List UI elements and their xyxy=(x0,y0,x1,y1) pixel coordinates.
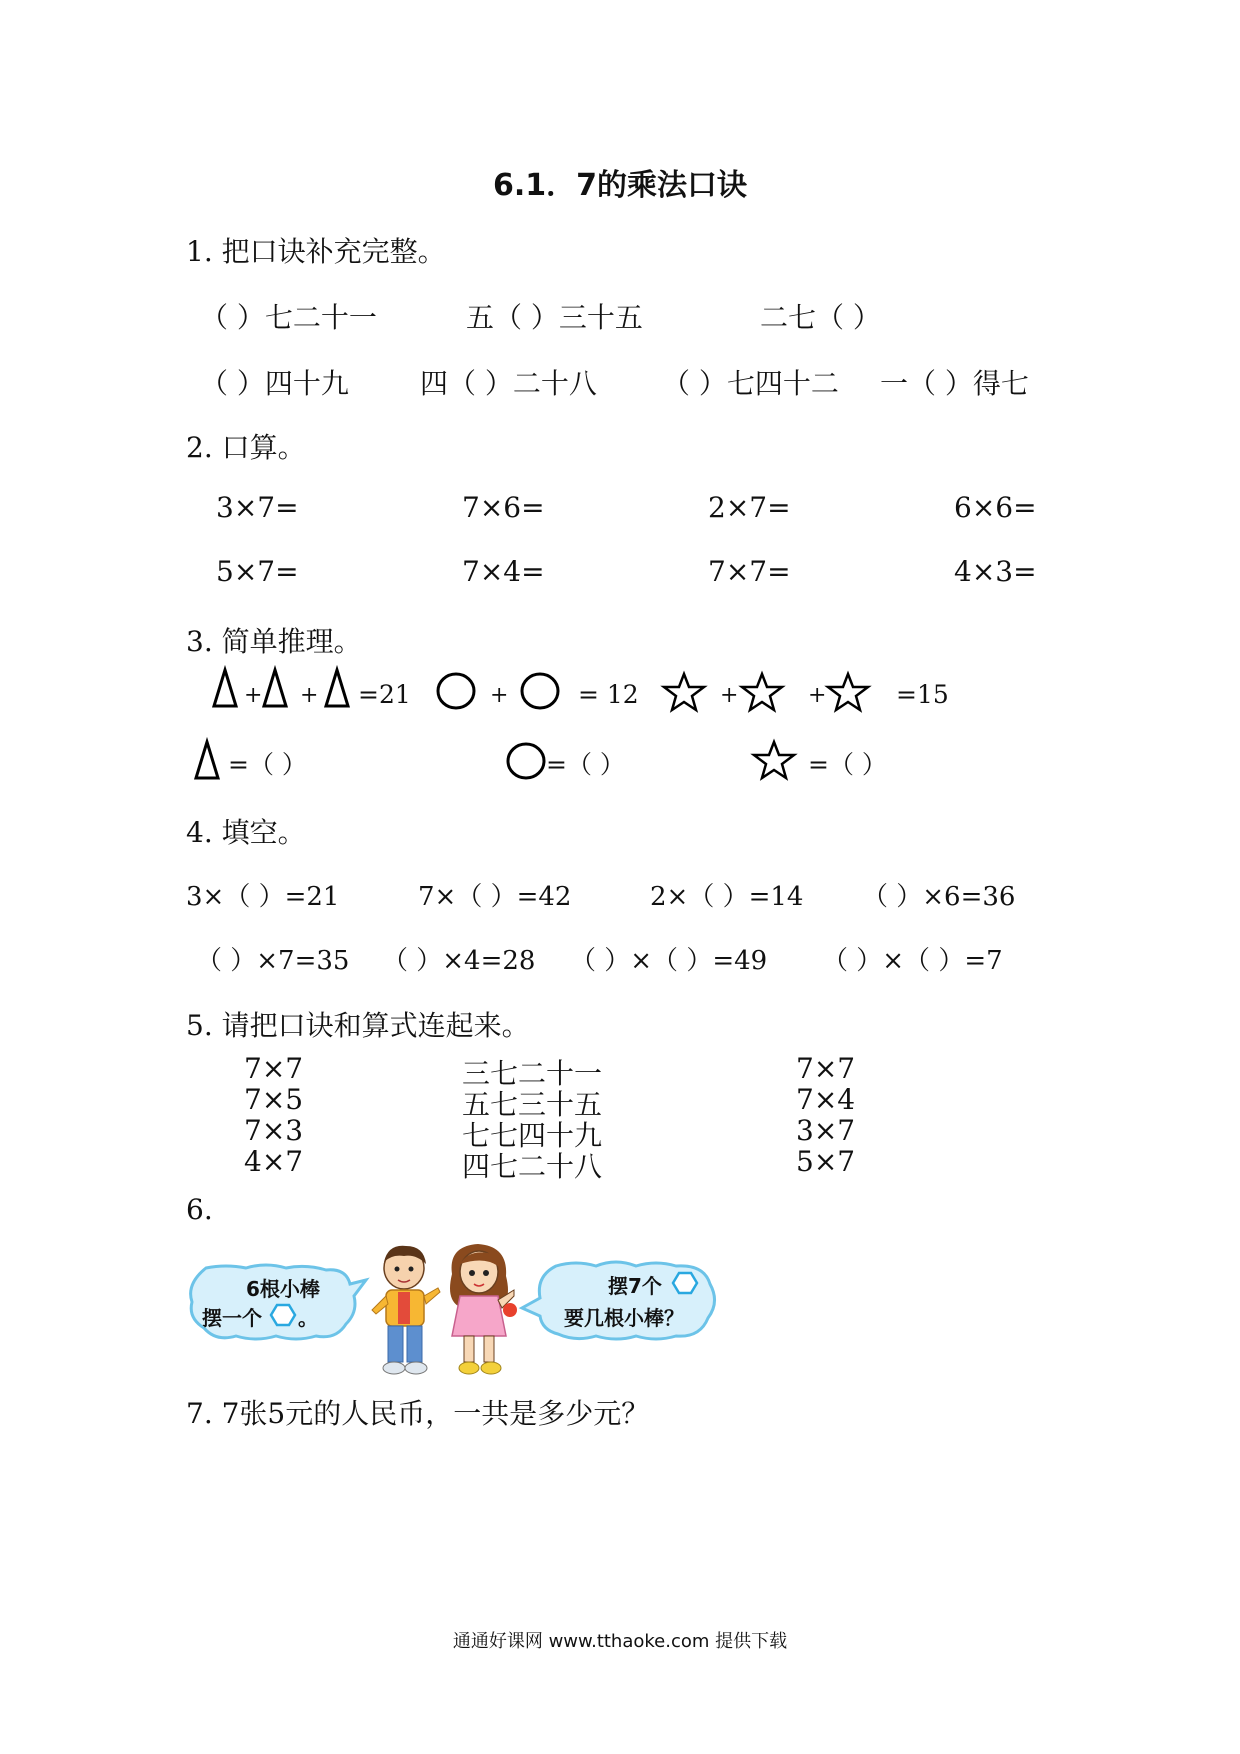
q2-item: 7×6= xyxy=(462,491,545,524)
q4-item: 3×（ ）=21 xyxy=(186,882,340,912)
triangle-icon xyxy=(324,668,350,708)
plus-sign: + xyxy=(720,683,739,708)
q4-item: 2×（ ）=14 xyxy=(650,882,804,912)
star-icon xyxy=(826,672,870,712)
q1-item: （ ）七四十二 xyxy=(662,367,839,400)
q2-item: 4×3= xyxy=(954,555,1037,588)
hexagon-icon xyxy=(270,1304,296,1326)
triangle-icon xyxy=(262,668,288,708)
bubble-left-line-1: 6根小棒 xyxy=(246,1277,320,1301)
q1-item: （ ）四十九 xyxy=(200,367,349,400)
circle-answer: =（ ） xyxy=(546,750,625,779)
q5-verse: 三七二十一 xyxy=(462,1057,603,1090)
q4-item: （ ）×4=28 xyxy=(382,946,536,976)
triangle-icon xyxy=(194,740,220,780)
q1-item: 四（ ）二十八 xyxy=(420,367,597,400)
triangle-icon xyxy=(212,668,238,708)
q5-verse: 四七二十八 xyxy=(462,1150,603,1183)
triangle-sum: =21 xyxy=(358,680,411,709)
q2-item: 3×7= xyxy=(216,491,299,524)
q2-item: 5×7= xyxy=(216,555,299,588)
bubble-left-line-2: 摆一个 xyxy=(202,1306,262,1330)
q5-verse: 五七三十五 xyxy=(462,1088,603,1121)
q2-item: 7×4= xyxy=(462,555,545,588)
star-icon xyxy=(752,740,796,780)
question-6-label: 6. xyxy=(186,1193,213,1226)
q5-right-expression: 3×7 xyxy=(796,1114,856,1147)
triangle-answer: =（ ） xyxy=(228,750,307,779)
q5-left-expression: 7×7 xyxy=(244,1052,304,1085)
q1-item: 二七（ ） xyxy=(760,301,881,334)
boy-illustration xyxy=(368,1240,444,1378)
star-answer: =（ ） xyxy=(808,750,887,779)
circle-sum: = 12 xyxy=(578,680,639,709)
plus-sign: + xyxy=(300,683,319,708)
q4-item: 7×（ ）=42 xyxy=(418,882,572,912)
q1-item: （ ）七二十一 xyxy=(200,301,377,334)
question-5-label: 5. 请把口诀和算式连起来。 xyxy=(186,1009,530,1042)
q2-item: 7×7= xyxy=(708,555,791,588)
q1-item: 五（ ）三十五 xyxy=(466,301,643,334)
q5-verse: 七七四十九 xyxy=(462,1119,603,1152)
q4-item: （ ）×7=35 xyxy=(196,946,350,976)
q5-right-expression: 7×4 xyxy=(796,1083,856,1116)
circle-icon xyxy=(520,672,560,710)
question-4-label: 4. 填空。 xyxy=(186,816,306,849)
circle-icon xyxy=(506,742,546,780)
q4-item: （ ）×（ ）=49 xyxy=(570,946,768,976)
question-7-label: 7. 7张5元的人民币，一共是多少元？ xyxy=(186,1397,650,1430)
q2-item: 6×6= xyxy=(954,491,1037,524)
plus-sign: + xyxy=(808,683,827,708)
plus-sign: + xyxy=(244,683,263,708)
bubble-right-line-1: 摆7个 xyxy=(608,1274,662,1298)
bubble-right-line-2: 要几根小棒？ xyxy=(564,1306,684,1330)
footer-credit: 通通好课网 www.tthaoke.com 提供下载 xyxy=(452,1631,788,1652)
q2-item: 2×7= xyxy=(708,491,791,524)
q1-item: 一（ ）得七 xyxy=(880,367,1029,400)
star-icon xyxy=(740,672,784,712)
star-icon xyxy=(662,672,706,712)
q5-left-expression: 7×5 xyxy=(244,1083,304,1116)
q5-left-expression: 7×3 xyxy=(244,1114,304,1147)
girl-illustration xyxy=(440,1240,520,1380)
question-2-label: 2. 口算。 xyxy=(186,431,306,464)
q4-item: （ ）×（ ）=7 xyxy=(822,946,1003,976)
page-title: 6.1．7的乘法口诀 xyxy=(492,168,748,203)
circle-icon xyxy=(436,672,476,710)
bubble-left-period: 。 xyxy=(298,1306,318,1330)
q5-right-expression: 5×7 xyxy=(796,1145,856,1178)
star-sum: =15 xyxy=(896,680,949,709)
hexagon-icon xyxy=(672,1272,698,1294)
q4-item: （ ）×6=36 xyxy=(862,882,1016,912)
question-1-label: 1. 把口诀补充完整。 xyxy=(186,235,446,268)
q5-left-expression: 4×7 xyxy=(244,1145,304,1178)
plus-sign: + xyxy=(490,683,509,708)
question-3-label: 3. 简单推理。 xyxy=(186,625,362,658)
q5-right-expression: 7×7 xyxy=(796,1052,856,1085)
